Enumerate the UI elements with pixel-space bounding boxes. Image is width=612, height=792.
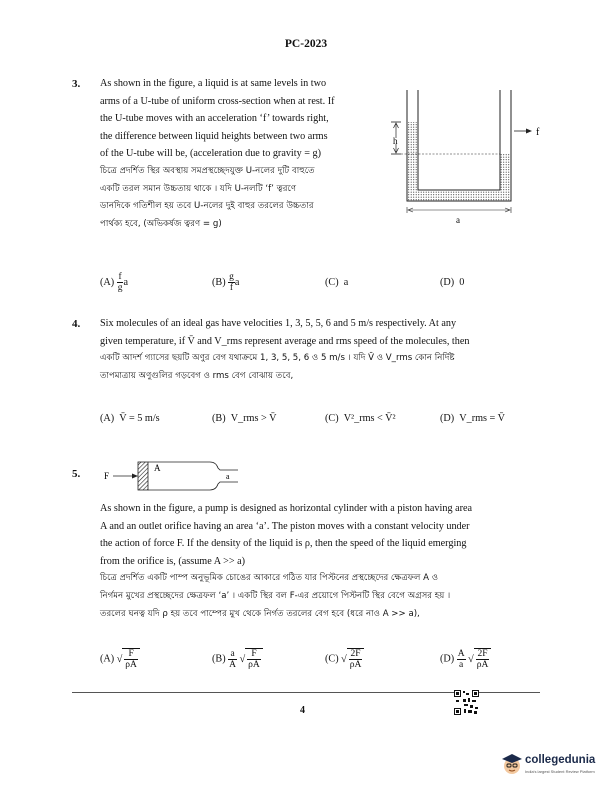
option-label: (D) <box>440 413 455 424</box>
q3-option-d <box>440 277 464 288</box>
question-3-text <box>100 75 390 233</box>
numerator: 2F <box>477 649 488 659</box>
qr-code-icon <box>454 690 479 715</box>
page-number: 4 <box>300 705 305 716</box>
f-label: f <box>536 127 540 138</box>
denominator: A <box>229 659 237 670</box>
option-label: (B) <box>212 653 226 665</box>
prefactor <box>457 649 466 670</box>
denominator: f <box>229 283 234 293</box>
numerator: f <box>118 272 122 282</box>
q3-bn-line: চিত্রে প্রদর্শিত স্থির অবস্থায় সমপ্রস্থচ্ছেদযুক্ত U-নলের দুটি বাহুতে <box>100 165 315 176</box>
question-5-number: 5. <box>72 468 81 480</box>
q5-en-line: A and an outlet orifice having an area ‘a’. The piston moves with a constant velocity under <box>100 520 470 532</box>
logo-tagline: India's largest Student Review Platform <box>525 769 595 774</box>
q4-option-c <box>325 413 396 424</box>
option-label: (B) <box>212 413 226 424</box>
option-label: (A) <box>100 413 115 424</box>
q3-bn-line: একটি তরল সমান উচ্চতায় থাকে । যদি U-নলটি ‘f’ ত্বরণে <box>100 183 297 194</box>
option-label: (D) <box>440 277 455 288</box>
option-text: V²_rms < V̄² <box>343 413 396 424</box>
q3-en-line: the U-tube moves with an acceleration ‘f’ towards right, <box>100 113 329 125</box>
q3-bn-line: পার্থক্য হবে, (অভিকর্ষজ ত্বরণ = g) <box>100 218 222 229</box>
q5-option-d <box>440 648 491 670</box>
q3-en-line: arms of a U-tube of uniform cross-section when at rest. If <box>100 95 335 107</box>
option-text: V̄ = 5 m/s <box>119 413 160 424</box>
q4-en-line: Six molecules of an ideal gas have velocities 1, 3, 5, 5, 6 and 5 m/s respectively. At any <box>100 318 457 329</box>
q5-en-line: from the orifice is, (assume A >> a) <box>100 555 246 567</box>
q4-bn-line: তাপমাত্রায় অণুগুলির গড়বেগ ও rms বেগ বোঝায় তবে, <box>100 370 294 381</box>
option-label: (C) <box>325 653 339 665</box>
option-label: (A) <box>100 276 115 288</box>
q3-option-b <box>212 272 239 293</box>
option-text: a <box>343 277 349 288</box>
q4-option-a <box>100 413 160 424</box>
fraction <box>228 272 235 293</box>
q5-bn-line: চিত্রে প্রদর্শিত একটি পাম্প অনুভূমিক চোঙের আকারে গঠিত যার পিস্টনের প্রস্থচ্ছেদের ক্ষেত্রফল A ও <box>100 573 439 584</box>
q5-en-line: the action of force F. If the density of the liquid is ρ, then the speed of the liquid emerging <box>100 538 467 550</box>
q3-en-line: As shown in the figure, a liquid is at same levels in two <box>100 78 327 89</box>
sqrt: √ $\frac{2F}{\rho A}$ <box>468 648 491 670</box>
exam-code: PC-2023 <box>284 38 328 50</box>
graduate-avatar-icon <box>500 752 524 776</box>
collegedunia-logo <box>500 750 610 782</box>
option-text: V_rms = V̄ <box>459 413 505 424</box>
q4-en-line: given temperature, if V̄ and V_rms represent average and rms speed of the molecules, then <box>100 335 470 347</box>
u-tube-figure <box>385 86 540 231</box>
q5-option-b <box>212 648 263 670</box>
numerator: F <box>124 649 138 660</box>
option-suffix: a <box>234 276 240 288</box>
question-4-number: 4. <box>72 318 81 330</box>
q5-bn-line: তরলের ঘনত্ব যদি ρ হয় তবে পাম্পের মুখ থেকে নির্গত তরলের বেগ হবে (ধরে নাও A >> a), <box>100 608 420 619</box>
A-label: A <box>154 463 161 473</box>
denominator: ρA <box>476 660 489 670</box>
sqrt: √ $\frac{F}{\rho A}$ <box>240 648 263 670</box>
q3-en-line: of the U-tube will be, (acceleration due to gravity = g) <box>100 148 322 160</box>
sqrt: √ $\frac{2F}{\rho A}$ <box>341 648 364 670</box>
denominator: g <box>117 283 123 293</box>
sqrt: √ $\frac{F}{\rho A}$ <box>117 648 140 670</box>
question-5-text <box>100 500 540 623</box>
option-text: V_rms > V̄ <box>230 413 277 424</box>
question-4-text <box>100 315 540 385</box>
h-label: h <box>393 136 398 146</box>
q3-en-line: the difference between liquid heights between two arms <box>100 130 328 142</box>
option-label: (C) <box>325 413 339 424</box>
q5-bn-line: নির্গমন মুখের প্রস্থচ্ছেদের ক্ষেত্রফল ‘a’ । একটি স্থির বল F-এর প্রয়োগে পিস্টনটি স্থির বেগে অগ্রসর হয় । <box>100 590 451 601</box>
pump-figure <box>98 458 248 494</box>
q3-option-a <box>100 272 128 293</box>
a-label: a <box>456 215 460 225</box>
prefactor <box>228 649 237 670</box>
F-label: F <box>104 471 110 481</box>
q5-option-c <box>325 648 364 670</box>
question-3-number: 3. <box>72 78 81 90</box>
option-label: (C) <box>325 277 339 288</box>
q4-option-b <box>212 413 276 424</box>
denominator: a <box>459 659 464 670</box>
numerator: 2F <box>350 649 361 659</box>
q3-option-c <box>325 277 348 288</box>
q4-bn-line: একটি আদর্শ গ্যাসের ছয়টি অণুর বেগ যথাক্রমে 1, 3, 5, 5, 6 ও 5 m/s । যদি V̄ ও V_rms কোন নির্দিষ্ট <box>100 353 455 364</box>
option-label: (D) <box>440 653 455 665</box>
numerator: a <box>228 649 237 660</box>
numerator: A <box>457 648 465 659</box>
option-suffix: a <box>123 276 128 288</box>
q3-bn-line: ডানদিকে গতিশীল হয় তবে U-নলের দুই বাহুর তরলের উচ্চতার <box>100 201 314 212</box>
q5-option-a <box>100 648 140 670</box>
option-label: (B) <box>212 276 226 288</box>
denominator: ρA <box>125 660 137 670</box>
q4-option-d <box>440 413 505 424</box>
a-orifice-label: a <box>226 472 230 481</box>
numerator: g <box>229 272 234 282</box>
logo-name: collegedunia <box>525 754 596 766</box>
q5-en-line: As shown in the figure, a pump is designed as horizontal cylinder with a piston having area <box>100 503 473 514</box>
numerator: F <box>247 649 261 660</box>
denominator: ρA <box>349 660 362 670</box>
option-text: 0 <box>459 277 465 288</box>
option-label: (A) <box>100 653 115 665</box>
denominator: ρA <box>248 660 260 670</box>
